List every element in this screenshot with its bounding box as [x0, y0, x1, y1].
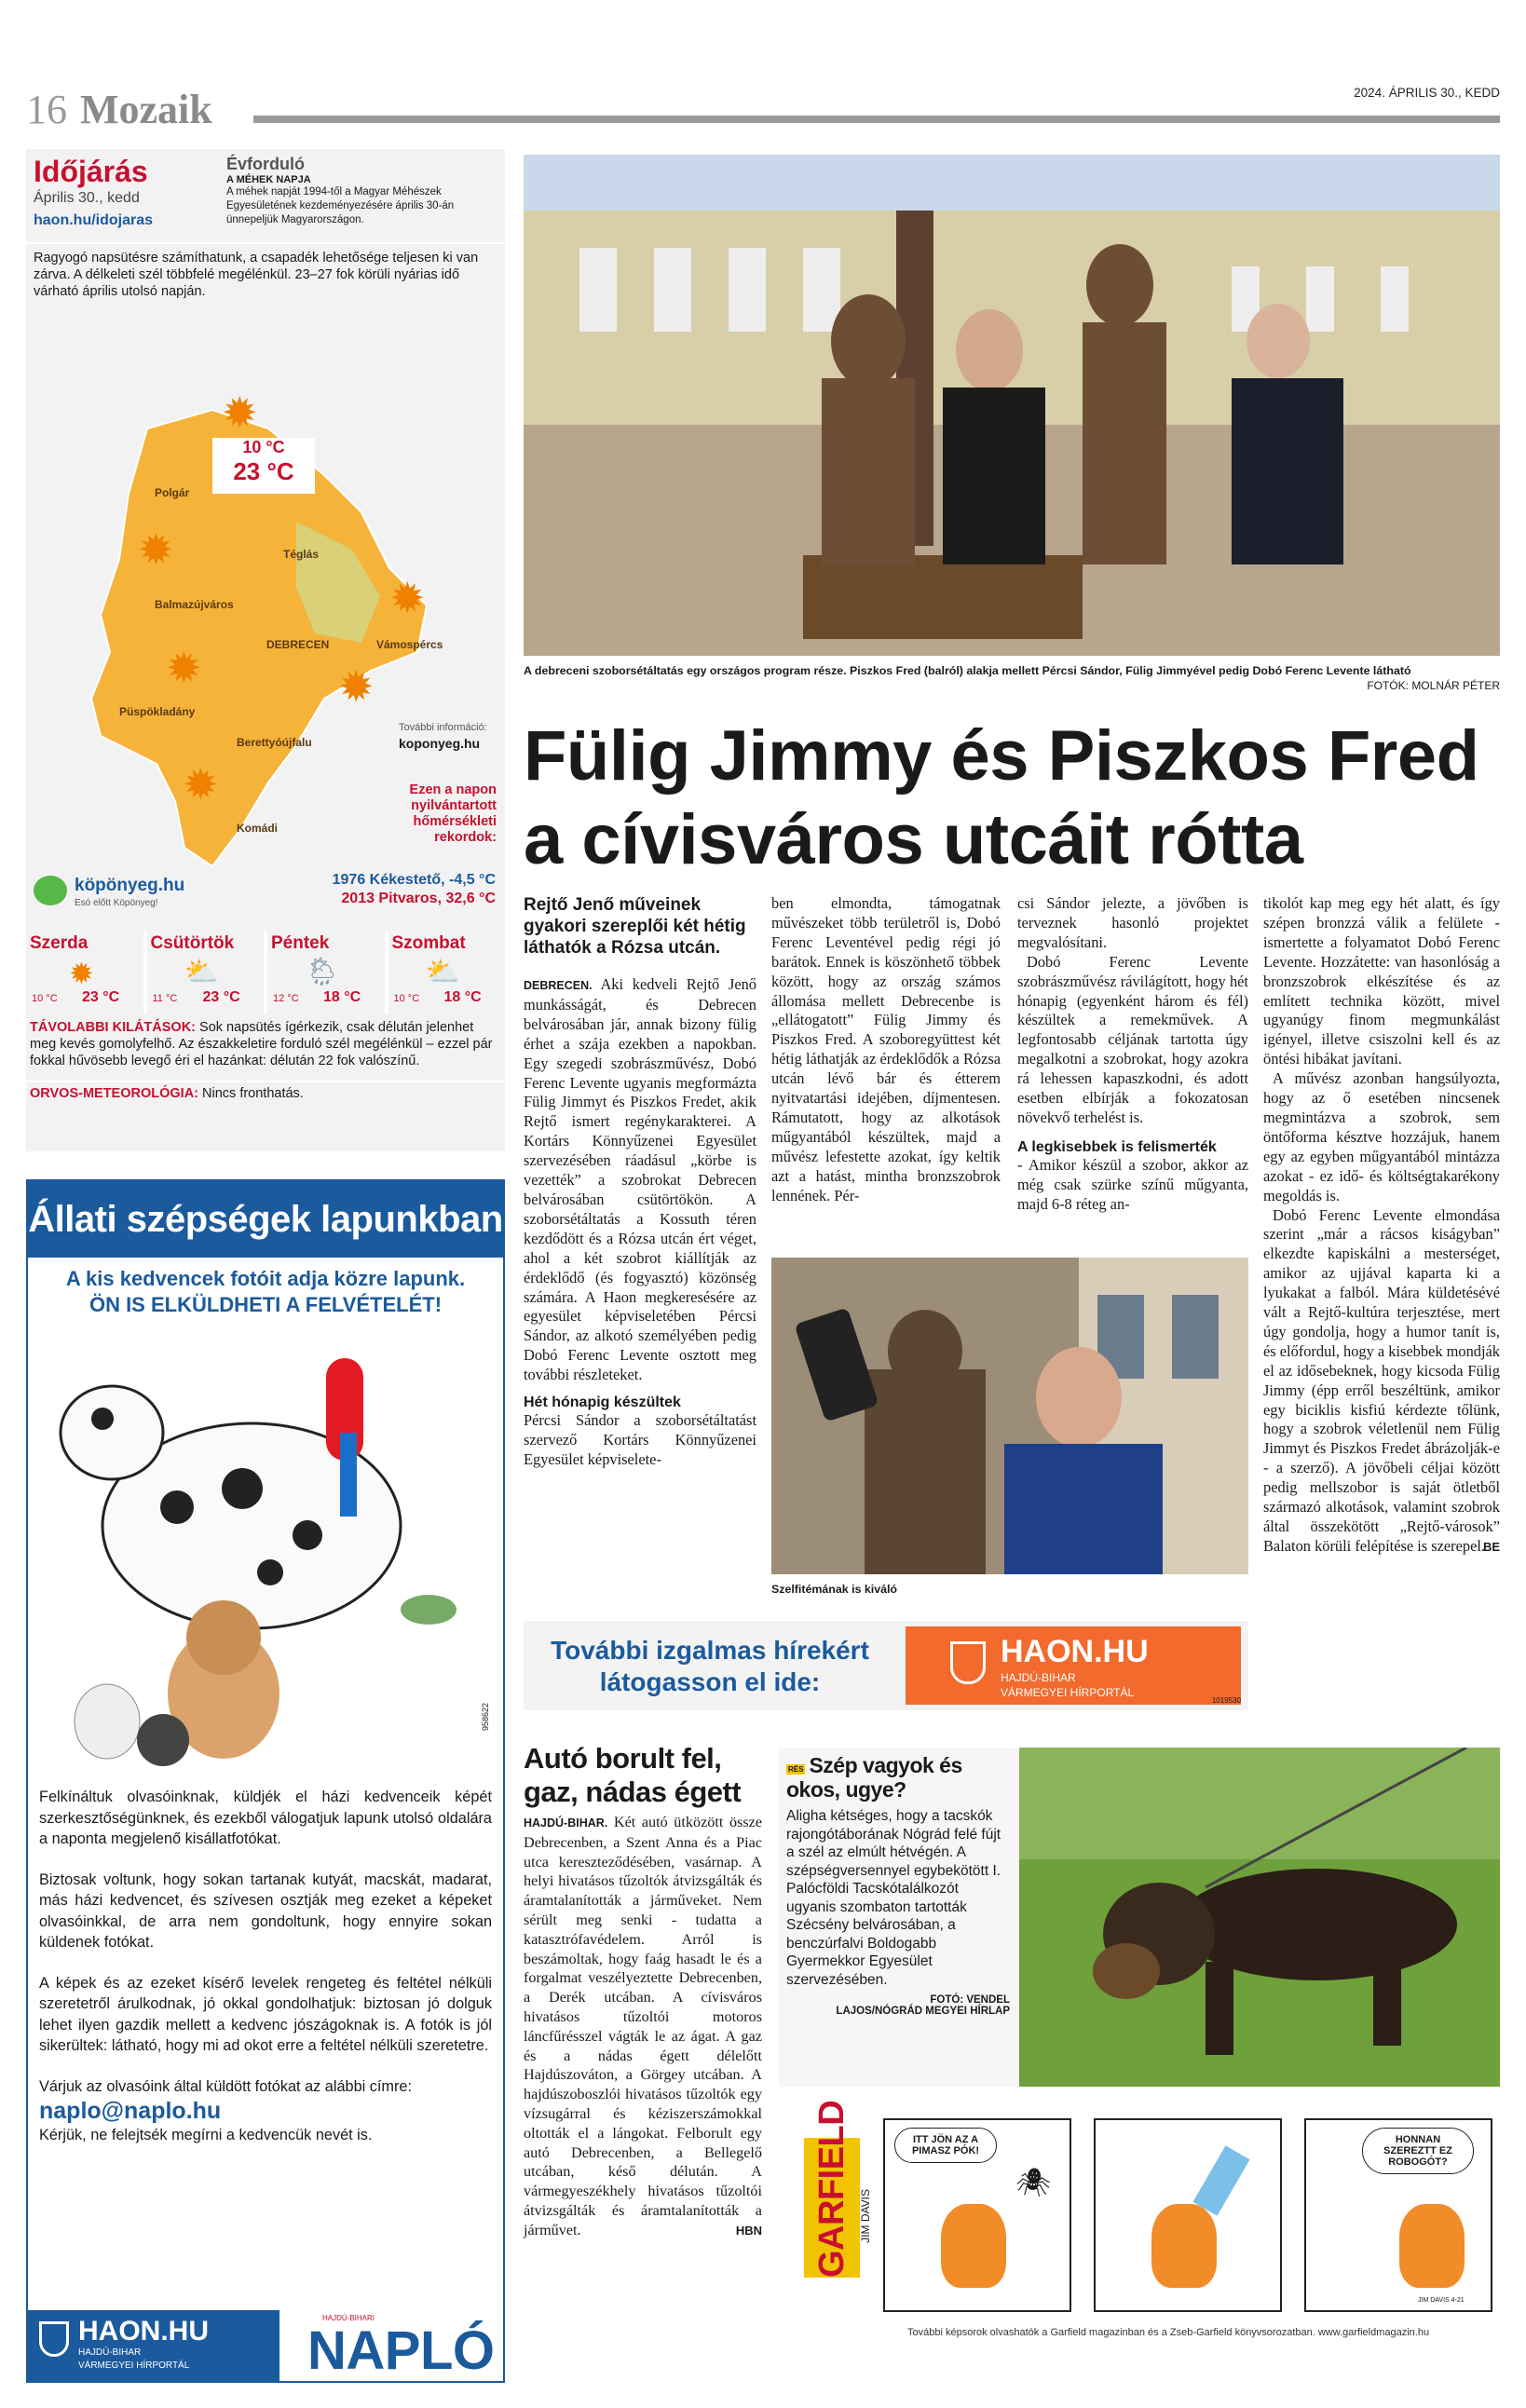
- dog-credit2: LAJOS/NÓGRÁD MEGYEI HÍRLAP: [836, 2006, 1010, 2017]
- pets-p4: Várjuk az olvasóink által küldött fotókat az alábbi címre:: [39, 2077, 412, 2095]
- banner-logo: HAON.HU HAJDÚ-BIHAR VÁRMEGYEI HÍRPORTÁL: [906, 1626, 1241, 1705]
- comic-panel: [883, 2118, 1071, 2312]
- records-title: Ezen a napon nyilvántartott hőmérsékleti rekordok:: [409, 782, 497, 845]
- logo-sub: Esó előtt Köpönyeg!: [75, 898, 158, 908]
- medical-text: Nincs fronthatás.: [202, 1086, 304, 1101]
- crash-title: Autó borult fel, gaz, nádas égett: [524, 1742, 742, 1808]
- article-col-4: [1263, 894, 1500, 1554]
- outlook-label: TÁVOLABBI KILÁTÁSOK:: [30, 1020, 197, 1035]
- article-signature: BE: [1482, 1539, 1500, 1554]
- garfield-title: GARFIELD: [804, 2138, 860, 2278]
- weather-link[interactable]: haon.hu/idojaras: [34, 212, 154, 228]
- medical-label: ORVOS-METEOROLÓGIA:: [30, 1086, 198, 1101]
- pets-p5: Kérjük, ne felejtsék megírni a kedvencük nevét is.: [39, 2127, 373, 2143]
- shield-icon: [950, 1641, 986, 1684]
- article-p3: ben elmondta, támogatnak művészeket több területről is, Dobó Ferenc Leventével pedig régi jó barátok. Ennek is köszönhető többek között, hogy az ország számos állomása mellett Debrecenbe is „ellátogatott” Fülig Jimmy és Piszkos Fred. A szoboregyüttest két hétig láthatják az érdeklődők a Rózsa utcán lévő bár és étterem nyitvatartási idejében, díjmentesen. Rámutatott, hogy az alkotások műgyantából készültek, majd a művész lefestette azokat, így keltik azt a hatást, mintha bronzszobrok lennének. Pér-: [771, 894, 1001, 1204]
- headline-line1: Fülig Jimmy és Piszkos Fred: [524, 716, 1479, 796]
- garfield-figure: [1399, 2204, 1465, 2288]
- city-label: Vámospércs: [376, 638, 443, 651]
- outlook: [30, 1019, 501, 1069]
- koponyeg-logo: [34, 876, 220, 917]
- weather-date: Április 30., kedd: [34, 190, 140, 206]
- pets-title: Állati szépségek lapunkban: [28, 1181, 503, 1258]
- pets-p3: A képek és az ezeket kísérő levelek rengeteg és feltétel nélküli szeretetről árulkodnak, jó okkal gondolhatjuk: biztosan jó dolguk lehet ilyen gazdik mellett a kedvenc jószágoknak is. A fotók is jól sikerültek: látható, hogy mi ad okot erre a feltétel nélküli szeretetre.: [39, 1974, 492, 2054]
- garfield-figure: [1151, 2204, 1217, 2288]
- frog-icon: [34, 876, 67, 905]
- anniversary-title: Évforduló: [226, 155, 305, 173]
- article-col-2: [771, 894, 1001, 1206]
- city-label: DEBRECEN: [266, 638, 330, 651]
- crash-signature: HBN: [735, 2223, 762, 2238]
- speech-bubble: ITT JÖN AZ A PIMASZ PÓK!: [894, 2128, 997, 2163]
- dateline: DEBRECEN.: [524, 979, 593, 992]
- medical: [30, 1086, 501, 1101]
- dog-photo: [1019, 1748, 1500, 2087]
- forecast-day: Csütörtök ⛅ 11 °C 23 °C: [147, 932, 265, 1014]
- haon-logo: HAON.HU HAJDÚ-BIHAR VÁRMEGYEI HÍRPORTÁL: [28, 2310, 279, 2383]
- shield-icon: [39, 2321, 69, 2357]
- comic-footer: További képsorok olvashatók a Garfield magazinban és a Zseb-Garfield könyvsorozatban. www.garfieldmagazin.hu: [907, 2327, 1430, 2338]
- city-label: Berettyóújfalu: [237, 736, 312, 749]
- city-label: Polgár: [155, 486, 190, 499]
- article-p1: DEBRECEN. Aki kedveli Rejtő Jenő munkásságát, és Debrecen belvárosában jár, annak bizony fülig érhet a szája ezekben a napokban. Egy szegedi szobrászművész, Dobó Ferenc Levente ugyanis megformázta Fülig Jimmyt és Piszkos Fredet, akik Rejtő ismert regénykarakterei. A Kortárs Könnyűzenei Egyesület szervezésében ráadásul „körbe is vezették” a szobrokat Debrecen belvárosában csütörtökön. A szoborsétáltatás a Kossuth téren kezdődött és a Rózsa utcán ért véget, ahol a két szobrot kiállítják az érdeklődő (és fogyasztó) közönség számára. A Haon megkeresésére az egyesület képviseletében Pércsi Sándor, az alkotó személyében pedig Dobó Ferenc Levente osztott meg további részleteket.: [524, 975, 756, 1384]
- banner-code: 1019530: [1211, 1696, 1241, 1705]
- speech-bubble: HONNAN SZEREZTT EZ ROBOGÓT?: [1362, 2128, 1474, 2174]
- city-label: Komádi: [237, 822, 279, 835]
- article-p8: A művész azonban hangsúlyozta, hogy az ő esetében nincsenek megmintázva a szobrok, sem öntőforma késztve hozzájuk, hanem egy az egyben műgyantából mintázza azokat - ez idő- és költségtakarékony megoldás is.: [1263, 1069, 1500, 1204]
- main-photo: [524, 155, 1500, 656]
- dog-credit1: FOTÓ: VENDEL: [930, 1994, 1010, 2006]
- crash-text: HAJDÚ-BIHAR. Két autó ütközött össze Debrecenben, a Szent Anna és a Piac utca kereszteződésében, vasárnap. A helyi hivatásos tűzoltók átvizsgálták és áramtalanították a járműveket. Nem sérült meg senki - tudatta a katasztrófavédelem. Arról is beszámoltak, hogy faág hasadt le és a forgalmat veszélyeztette Debrecenben, a Derék utcában. A cívisváros hivatásos tűzoltói motoros láncfűrésszel vágták le az ágat. A gaz és a nádas égett délelőtt Hajdúszováton, a Görgey utcában. A hajdúszoboszlói hivatásos tűzoltók egy vízsugárral és kéziszerszámokkal oltották el a lángokat. Felborult egy autó Debrecenben, a Bellegelő utcában, késő délután. A vármegyeszékhely hivatásos tűzoltói átvizsgálták és áramtalanították a járművet.: [524, 1814, 763, 2238]
- record-high: 2013 Pitvaros, 32,6 °C: [341, 891, 496, 906]
- naplo-small: HAJDÚ-BIHARI: [322, 2314, 375, 2322]
- record-low: 1976 Kékestető, -4,5 °C: [332, 872, 496, 888]
- pets-photo: [37, 1330, 484, 1768]
- pets-p1: Felkínáltuk olvasóinknak, küldjék el házi kedvenceik képét szerkesztőségünknek, és ezekből válogatjuk lapunk utolsó oldalára a naponta megjelenő kisállatfotókat.: [39, 1789, 492, 1847]
- article-p4: csi Sándor jelezte, a jövőben is terveznek hasonló projektet megvalósítani.: [1017, 894, 1248, 951]
- sun-icon: ✹: [222, 389, 258, 437]
- forecast-day: Péntek 🌦 12 °C 18 °C: [267, 932, 385, 1014]
- spray-icon: [1193, 2145, 1250, 2216]
- pets-email[interactable]: naplo@naplo.hu: [39, 2098, 222, 2124]
- header-rule: [253, 116, 1500, 123]
- dog-text: Aligha kétséges, hogy a tacskók rajongótáborának Nógrád felé fújt a szél az elmúlt hétvégén. A szépségversennyel egybekötött I. Palócföldi Tacskótalálkozót ugyanis szombaton tartották Szécsény belvárosában, a benczúrfalvi Boldogabb Gyermekkor Egyesület szervezésében.: [786, 1808, 1001, 1988]
- subhead: Hét hónapig készültek: [524, 1394, 681, 1411]
- partly-cloudy-icon: ⛅: [184, 957, 219, 987]
- dog-text-panel: [786, 1753, 1010, 2017]
- pets-body: [39, 1787, 492, 2146]
- photo-credit: FOTÓK: MOLNÁR PÉTER: [1367, 679, 1500, 692]
- anniversary-text: A méhek napját 1994-től a Magyar Méhészek Egyesületének kezdeményezésére április 30-án ünnepeljük Magyarországon.: [226, 186, 455, 225]
- partly-cloudy-icon: ⛅: [425, 957, 460, 987]
- logo-text: köpönyeg.hu: [75, 876, 185, 895]
- article-p9: Dobó Ferenc Levente elmondása szerint „már a rácsos kiságyban” elkezdte kapiskálni a mesterséget, amikor az ujjával kaparta ki a lyukakat a falból. Mára küldetésévé vált a Rejtő-kultúra terjesztése, mert úgy gondolja, hogy a humor tanít is, és előfordul, hogy a kisebbek mondják el az idősebeknek, hogy kicsoda Fülig Jimmy (épp erről beszéltünk, amikor egy biciklis kisfiú kérdezte tőlünk, hogy a szobrok véletlenül nem Fülig Jimmyt és Piszkos Fredet ábrázolják-e - a szerző). A jövőbeli céljai között pedig mellszobor is saját ötletből származó alkotások, valamint szobrok által összekötött „Rejtő-városok” Balaton körüli felépítése is szerepel.: [1263, 1205, 1500, 1555]
- page-header: [26, 82, 1500, 132]
- pets-p2: Biztosak voltunk, hogy sokan tartanak kutyát, macskát, madarat, más házi kedvencet, és szívesen osztják meg ezeket a képeket olvasóinkkal, de arra nem gondoltunk, hogy ennyire sokan küldenek fotókat.: [39, 1871, 492, 1951]
- sun-icon: ✹: [166, 645, 202, 692]
- forecast-row: [26, 932, 505, 1014]
- pets-sub1: A kis kedvencek fotóit adja közre lapunk.: [65, 1267, 466, 1290]
- weather-box: [26, 149, 505, 1151]
- dog-title: Szép vagyok és okos, ugye?: [786, 1753, 962, 1802]
- city-label: Téglás: [283, 548, 320, 561]
- anniversary: [226, 155, 497, 227]
- headline-line2: a cívisváros utcáit rótta: [524, 800, 1303, 879]
- garfield-comic: [779, 2100, 1500, 2357]
- city-label: Balmazújváros: [155, 598, 234, 611]
- naplo-logo: NAPLÓ: [307, 2320, 495, 2381]
- sun-icon: ✹: [183, 761, 219, 809]
- sun-icon: ✹: [338, 663, 375, 711]
- more-info-link[interactable]: koponyeg.hu: [399, 736, 481, 751]
- sun-icon: ✹: [138, 526, 174, 574]
- crash-article: [524, 1742, 762, 2238]
- city-label: Püspökladány: [119, 705, 196, 718]
- forecast-day: Szerda ✹ 10 °C 23 °C: [26, 932, 143, 1014]
- selfie-caption: Szelfitémának is kiváló: [771, 1583, 897, 1596]
- article-p5: Dobó Ferenc Levente szobrászművész rávilágított, hogy hét hónapig (egyenként három és fél) készültek a remekművek. A legfontosabb céljának tartotta úgy megalkotni a szobrokat, hogy azokra rá lehessen kapaszkodni, és adott esetben elbírják a fokozatosan növekvő terhelést is.: [1017, 952, 1248, 1126]
- weather-title: Időjárás: [34, 155, 148, 188]
- map-low-temp: 10 °C: [242, 438, 285, 456]
- garfield-figure: [941, 2204, 1006, 2288]
- header-date: 2024. ÁPRILIS 30., KEDD: [1354, 86, 1500, 100]
- sun-icon: ✹: [69, 957, 94, 990]
- haon-banner[interactable]: [524, 1621, 1248, 1710]
- article-lead: Rejtő Jenő műveinek gyakori szereplői két hétig láthatók a Rózsa utcán.: [524, 895, 746, 958]
- outlook-text: Sok napsütés ígérkezik, csak délután jelenhet meg kevés gomolyfelhő. Az északkeletire forduló szél megélénkül – ezzel pár fokkal hűvösebb levegő éri el hazánkat: délután 22 fok valószínű.: [30, 1020, 493, 1068]
- comic-signature: JIM DAVIS 4-21: [1418, 2297, 1465, 2304]
- forecast-day: Szombat ⛅ 10 °C 18 °C: [388, 932, 506, 1014]
- more-info: További információ:: [399, 722, 487, 733]
- sun-icon: ✹: [389, 575, 426, 622]
- article-p7: tikolót kap meg egy hét alatt, és így szépen bronzzá válik a felülete - ismertette a folyamatot Dobó Ferenc Levente. Hozzátette: van hasonlóság a bronzszobrok elkészítése és az említett technika között, mivel ugyanúgy finom megmunkálást igényel, illetve csiszolni kell és az öntési hibákat javítani.: [1263, 894, 1500, 1068]
- pets-sub2: ÖN IS ELKÜLDHETI A FELVÉTELÉT!: [89, 1293, 443, 1316]
- map-high-temp: 23 °C: [233, 457, 294, 485]
- page-number: 16: [26, 87, 67, 132]
- anniversary-head: A MÉHEK NAPJA: [226, 174, 311, 185]
- article-p6: - Amikor készül a szobor, akkor az még csak szürke színű műgyanta, majd 6-8 réteg an-: [1017, 1155, 1248, 1213]
- weather-summary: Ragyogó napsütésre számíthatunk, a csapadék lehetősége teljesen ki van zárva. A délkeleti szél többfelé megélénkül. 23–27 fok körüli nyárias idő várható április utolsó napján.: [34, 251, 479, 299]
- pets-code: 958622: [481, 1703, 490, 1732]
- res-badge: RÉS: [788, 1764, 804, 1774]
- article-col-1: [524, 894, 756, 1470]
- dog-box: [779, 1748, 1500, 2087]
- article-col-3: [1017, 894, 1248, 1215]
- article-p2: Pércsi Sándor a szoborsétáltatást szervező Kortárs Könnyűzenei Egyesület képviselete-: [524, 1411, 756, 1468]
- map-temp-box: [212, 438, 315, 494]
- section-title: Mozaik: [80, 87, 212, 132]
- subhead: A legkisebbek is felismerték: [1017, 1138, 1217, 1155]
- comic-panel: [1094, 2118, 1282, 2312]
- selfie-photo: [771, 1258, 1248, 1574]
- garfield-author: JIM DAVIS: [859, 2189, 872, 2243]
- banner-text1: További izgalmas hírekért: [551, 1636, 869, 1665]
- main-photo-caption: A debreceni szoborsétáltatás egy országos program része. Piszkos Fred (balról) alakja mellett Pércsi Sándor, Fülig Jimmyével pedig Dobó Ferenc Levente látható: [524, 664, 1411, 677]
- spider-icon: 🕷: [1015, 2168, 1052, 2198]
- pets-ad: [26, 1179, 505, 2383]
- banner-text2: látogasson el ide:: [599, 1667, 821, 1696]
- comic-panel: [1304, 2118, 1492, 2312]
- rain-icon: 🌦: [305, 957, 341, 987]
